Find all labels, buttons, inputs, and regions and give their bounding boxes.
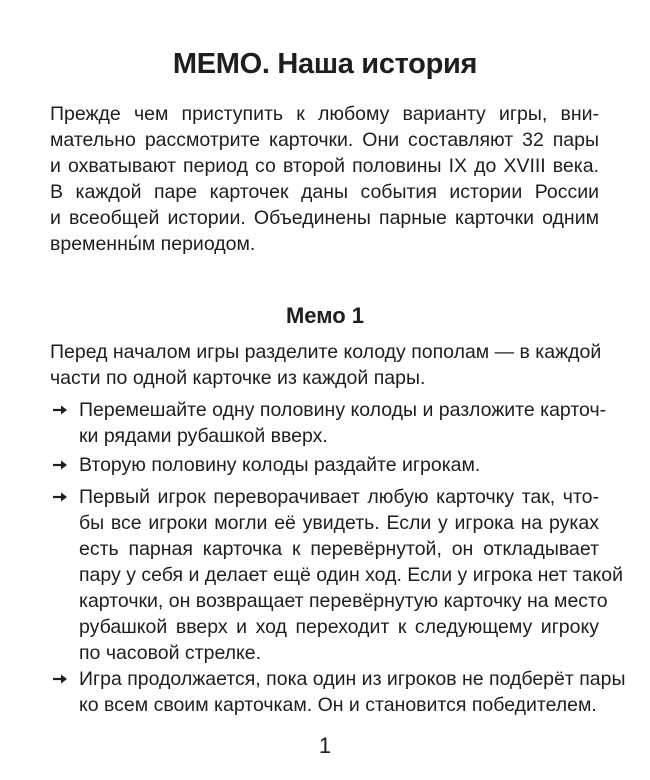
intro-line: В каждой паре карточек даны события истории России <box>50 181 599 203</box>
arrow-right-icon <box>52 404 68 416</box>
list-item-line: Перемешайте одну половину колоды и разложите карточ- <box>79 399 607 421</box>
list-item <box>50 452 599 478</box>
section-lead-paragraph <box>50 339 602 391</box>
list-item-line: Игра продолжается, пока один из игроков не подберёт пары <box>79 668 626 690</box>
list-item <box>50 397 607 449</box>
list-item-line: есть парная карточка к перевёрнутой, он откладывает <box>79 538 599 560</box>
page-title: МЕМО. Наша история <box>172 48 478 80</box>
intro-line: и всеобщей истории. Объединены парные карточки одним <box>50 207 599 229</box>
list-item-line: Вторую половину колоды раздайте игрокам. <box>79 454 481 476</box>
list-item <box>50 484 623 666</box>
section-heading: Мемо 1 <box>285 303 365 328</box>
list-item-line: по часовой стрелке. <box>79 642 262 664</box>
list-item-line: пару у себя и делает ещё один ход. Если у игрока нет такой <box>79 564 623 586</box>
intro-line: временны́м периодом. <box>50 233 256 255</box>
intro-line: и охватывают период со второй половины IX до XVIII века. <box>50 155 599 177</box>
list-item-line: ки рядами рубашкой вверх. <box>79 425 328 447</box>
intro-line: мательно рассмотрите карточки. Они составляют 32 пары <box>50 129 599 151</box>
list-item-line: рубашкой вверх и ход переходит к следующему игроку <box>79 616 599 638</box>
list-item <box>50 666 626 718</box>
list-item-line: карточки, он возвращает перевёрнутую карточку на место <box>79 590 608 612</box>
lead-line: части по одной карточке из каждой пары. <box>50 367 426 389</box>
lead-line: Перед началом игры разделите колоду пополам — в каждой <box>50 341 602 363</box>
intro-line: Прежде чем приступить к любому варианту игры, вни- <box>50 103 599 125</box>
arrow-right-icon <box>52 673 68 685</box>
list-item-line: бы все игроки могли её увидеть. Если у игрока на руках <box>79 512 599 534</box>
list-item-line: ко всем своим карточкам. Он и становится победителем. <box>79 694 597 716</box>
arrow-right-icon <box>52 459 68 471</box>
arrow-right-icon <box>52 491 68 503</box>
page-number: 1 <box>318 733 332 758</box>
intro-paragraph <box>50 101 599 257</box>
list-item-line: Первый игрок переворачивает любую карточку так, что- <box>79 486 599 508</box>
